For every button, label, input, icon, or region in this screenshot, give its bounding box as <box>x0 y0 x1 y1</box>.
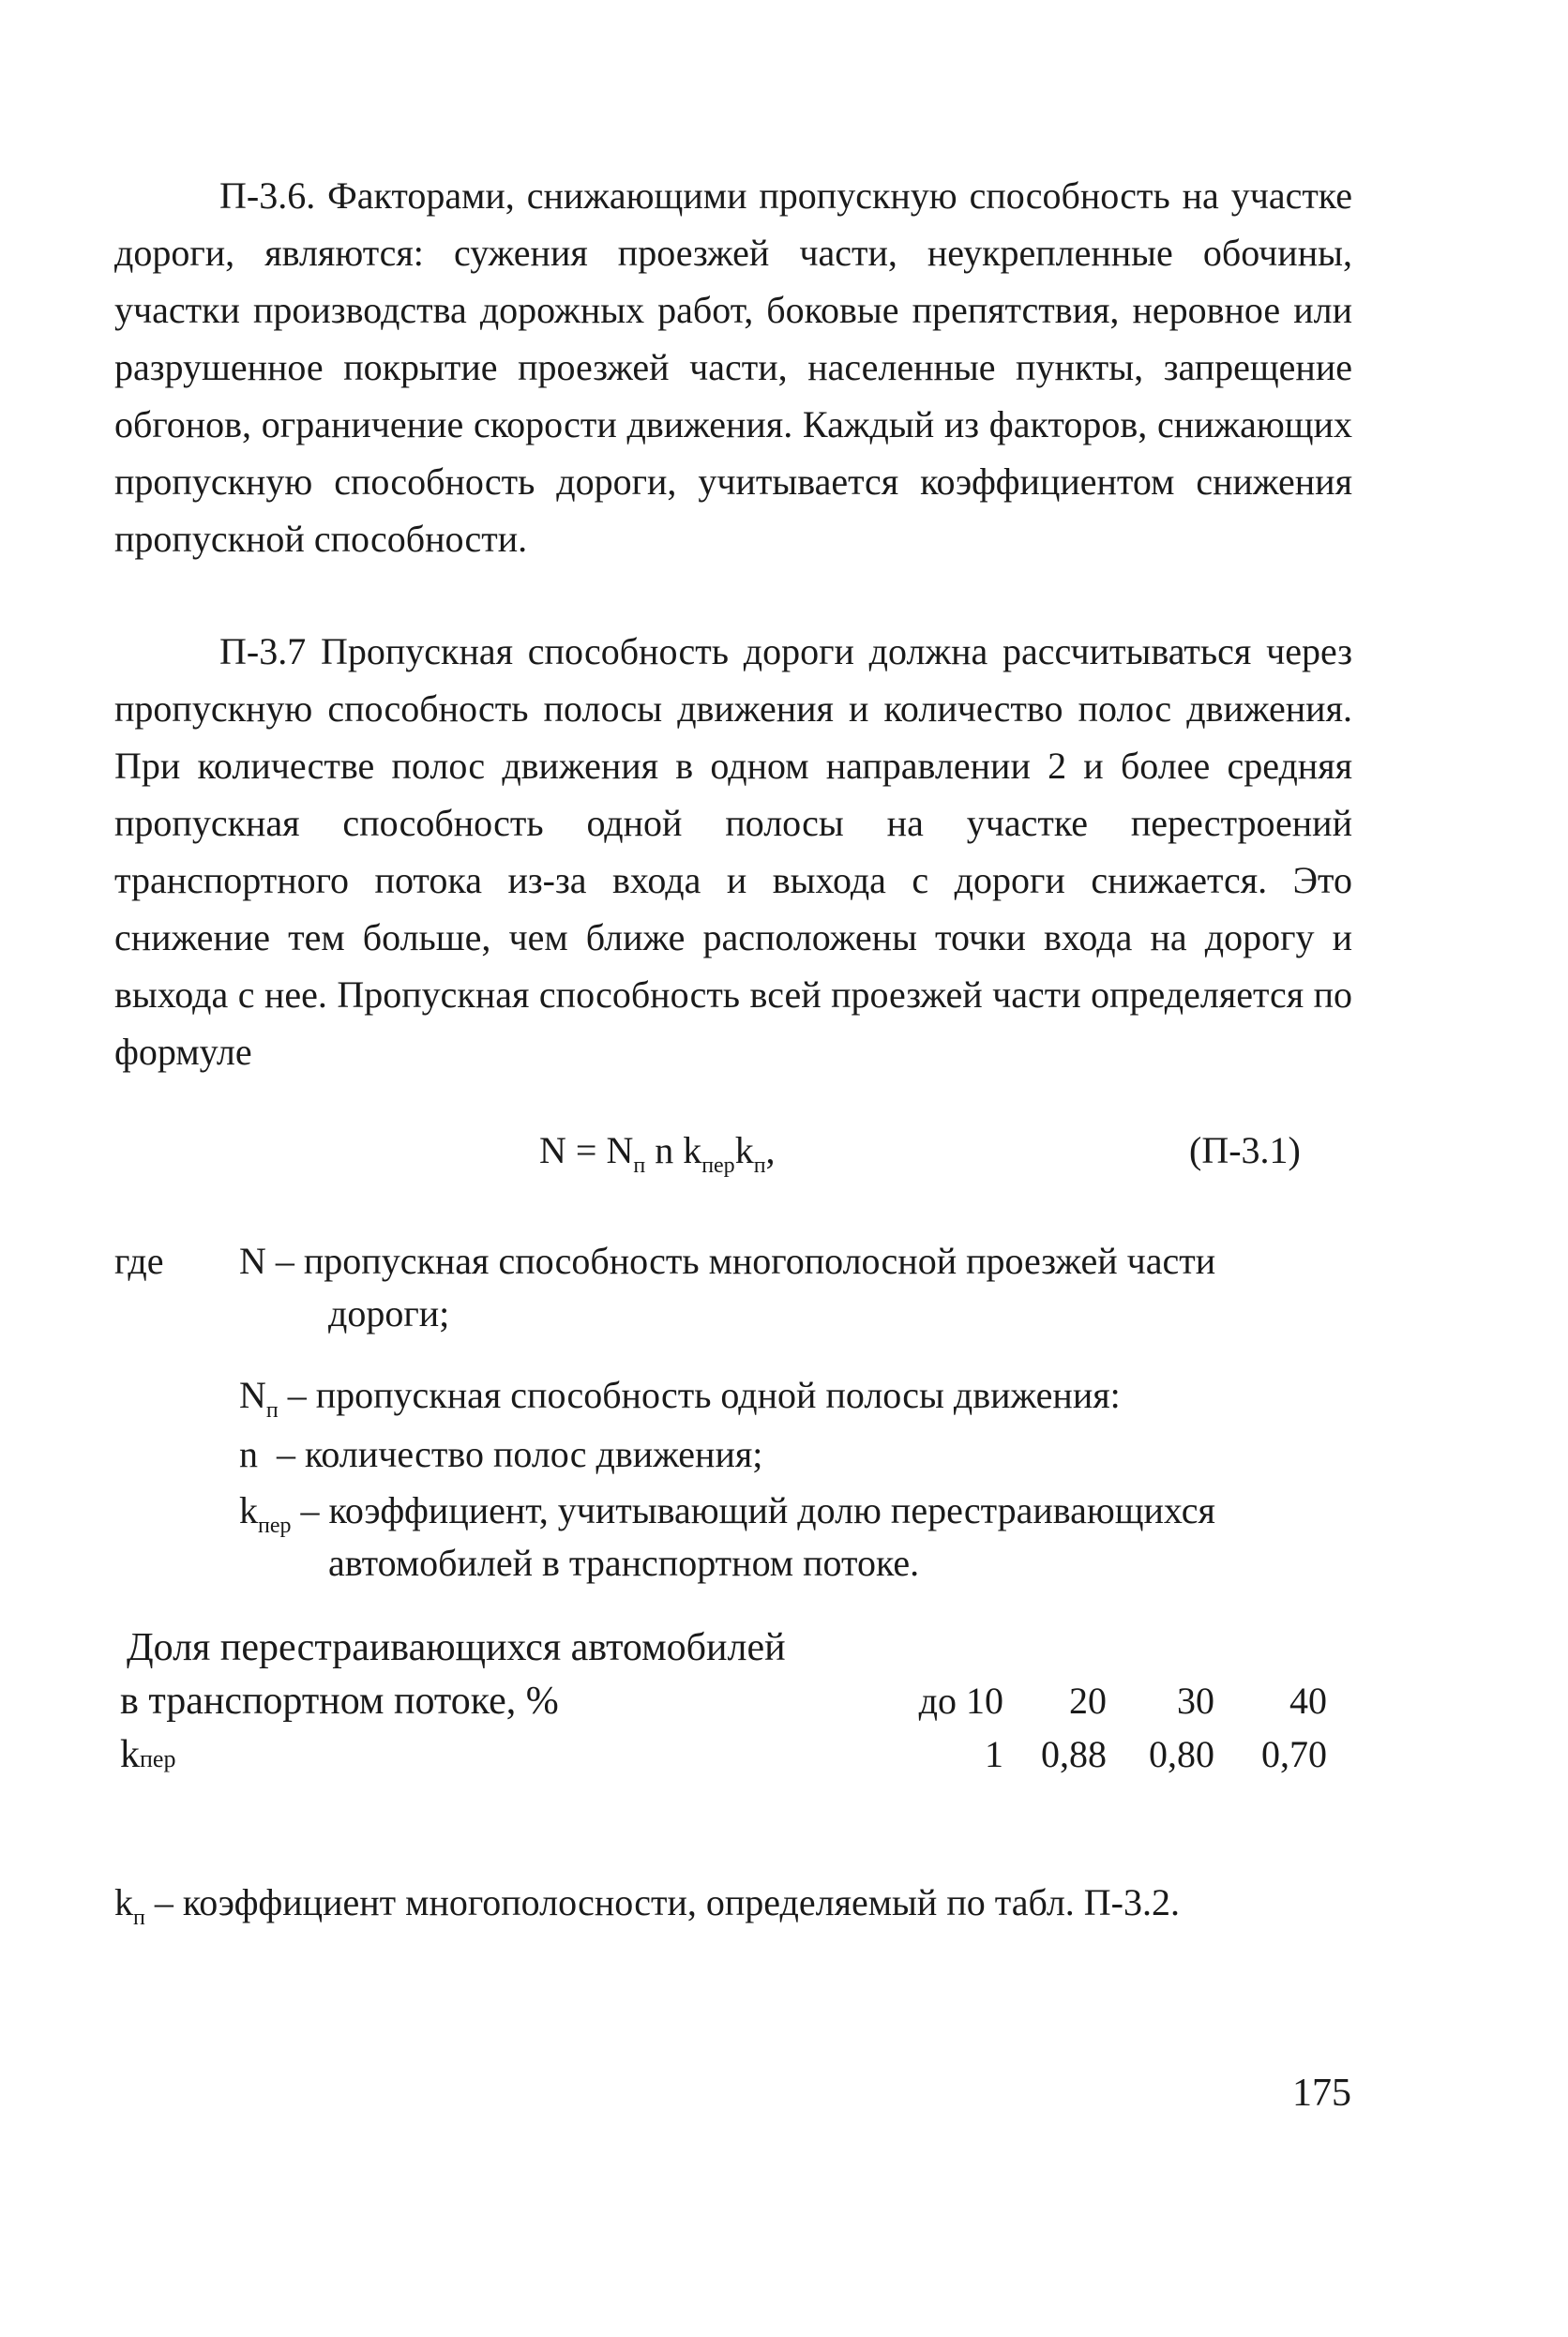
page-number: 175 <box>1292 2072 1351 2115</box>
formula-expression: $N = N_п$ n $k_{пер}k_п$, <box>539 1129 776 1178</box>
table-label-line2: в транспортном потоке, % <box>120 1680 559 1723</box>
definition-k-multilane: $k_п$ – коэффициент многополосности, определяемый по табл. П-3.2. <box>114 1881 1180 1930</box>
coefficient-value: 1 <box>985 1733 1003 1775</box>
share-value: 20 <box>1069 1680 1107 1722</box>
table-label-line1: Доля перестраивающихся автомобилей <box>127 1626 786 1669</box>
definition-lane-count: n – количество полос движения; <box>239 1433 763 1475</box>
definition-n-lane: $N_п$ – пропускная способность одной полосы движения: <box>239 1374 1121 1423</box>
formula-number: (П-3.1) <box>1189 1129 1301 1171</box>
share-value: 30 <box>1177 1680 1214 1722</box>
where-word: где <box>114 1240 164 1282</box>
paragraph-p-3-7: П-3.7 Пропускная способность дороги должна рассчитываться через пропускную способность полосы движения и количество полос движения. При количестве полос движения в одном направлении 2 и более средняя пропускная способность одной полосы на участке перестроений транспортного потока из-за входа и выхода с дороги снижается. Это снижение тем больше, чем ближе расположены точки входа на дорогу и выхода с нее. Пропускная способность всей проезжей части определяется по формуле <box>114 630 1352 1073</box>
coefficient-value: 0,80 <box>1149 1733 1214 1775</box>
definition-n-total: N – пропускная способность многополосной проезжей части дороги; <box>239 1240 1216 1334</box>
share-value: 40 <box>1289 1680 1327 1722</box>
table-label-k-per: kпер <box>120 1733 176 1776</box>
paragraph-p-3-6: П-3.6. Факторами, снижающими пропускную способность на участке дороги, являются: сужения проезжей части, неукрепленные обочины, участки производства дорожных работ, боковые препятствия, неровное или разрушенное покрытие проезжей части, населенные пункты, запрещение обгонов, ограничение скорости движения. Каждый из факторов, снижающих пропускную способность дороги, учитывается коэффициентом снижения пропускной способности. <box>114 174 1352 560</box>
coefficient-value: 0,88 <box>1041 1733 1107 1775</box>
formula-p-3-1 <box>0 1128 1568 1194</box>
coefficient-value: 0,70 <box>1261 1733 1327 1775</box>
share-value: до 10 <box>918 1680 1003 1722</box>
definition-k-per: $k_{пер}$ – коэффициент, учитывающий долю перестраивающихся автомобилей в транспортном потоке. <box>239 1489 1215 1584</box>
